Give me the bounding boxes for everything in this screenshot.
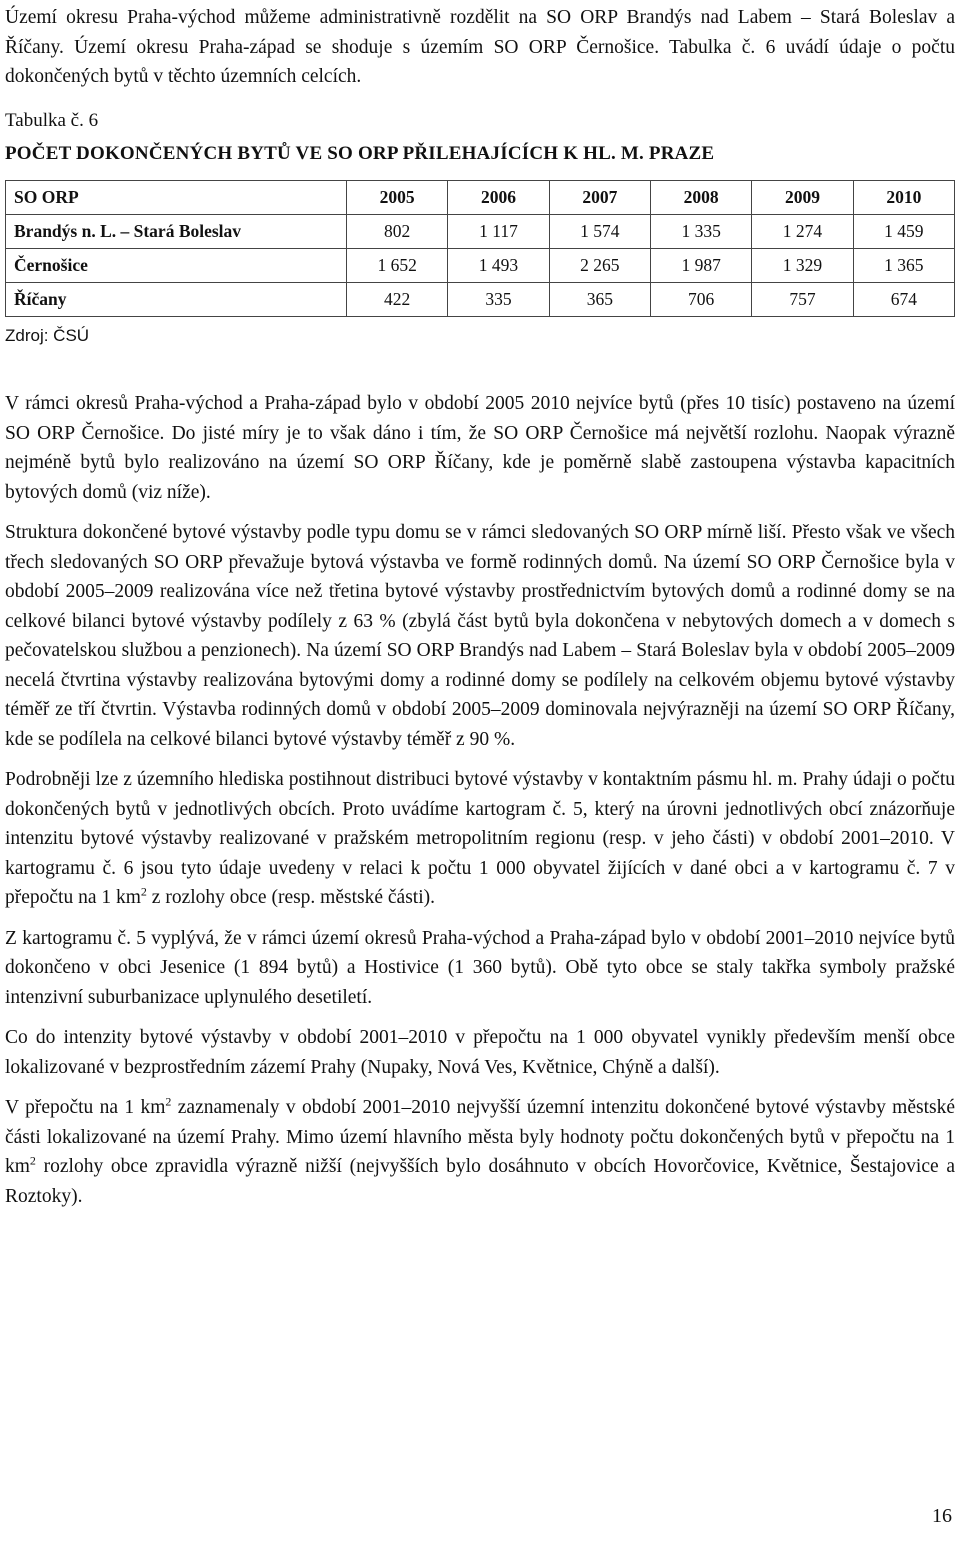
table-row (6, 249, 955, 283)
paragraph (5, 765, 955, 913)
row-label: Říčany (6, 283, 347, 317)
table-cell: 802 (347, 215, 448, 249)
paragraph: Struktura dokončené bytové výstavby podle typu domu se v rámci sledovaných SO ORP mírně liší. Přesto však ve všech třech sledovaných SO ORP převažuje bytová výstavba ve formě rodinných domů. Na území SO ORP Černošice byla v období 2005–2009 realizována více než třetina bytové výstavby prostřednictvím bytových domů a rodinné domy se na celkové bilanci bytové výstavby podílely z 63 % (zbylá část bytů byla dokončena v nebytových domech a v domech s pečovatelskou službou a penzionech). Na území SO ORP Brandýs nad Labem – Stará Boleslav byla v období 2005–2009 necelá čtvrtina výstavby realizována bytovými domy a rodinné domy se podílely na celkovém objemu bytové výstavby téměř ze tří čtvrtin. Výstavba rodinných domů v období 2005–2009 dominovala nejvýrazněji na území SO ORP Říčany, kde se podílela na celkové bilanci bytové výstavby téměř z 90 %. (5, 522, 955, 750)
header-cell: SO ORP (6, 181, 347, 215)
table-cell: 1 459 (853, 215, 954, 249)
paragraph-text: z rozlohy obce (resp. městské části). (146, 887, 435, 908)
superscript: 2 (140, 884, 147, 899)
paragraph-text: Podrobněji lze z územního hlediska postihnout distribuci bytové výstavby v kontaktním pásmu hl. m. Prahy údaji o počtu dokončených bytů v jednotlivých obcích. Proto uvádíme kartogram č. 5, který na úrovni jednotlivých obcí znázorňuje intenzitu bytové výstavby realizované v pražském metropolitním regionu (resp. v jeho části) v období 2001–2010. V kartogramu č. 6 jsou tyto údaje uvedeny v relaci k počtu 1 000 obyvatel žijících v dané obci a v kartogramu č. 7 v přepočtu na 1 km (5, 769, 955, 908)
paragraph-text: rozlohy obce zpravidla výrazně nižší (nejvyšších bylo dosáhnuto v obcích Hovorčovice, Květnice, Šestajovice a Roztoky). (5, 1156, 955, 1207)
paragraph: Z kartogramu č. 5 vyplývá, že v rámci území okresů Praha-východ a Praha-západ bylo v období 2001–2010 nejvíce bytů dokončeno v obci Jesenice (1 894 bytů) a Hostivice (1 360 bytů). Obě tyto obce se staly takřka symboly pražské intenzivní suburbanizace uplynulého desetiletí. (5, 927, 955, 1008)
table-row (6, 215, 955, 249)
dwellings-table (5, 180, 955, 317)
body-text (5, 389, 955, 1222)
table-cell: 1 365 (853, 249, 954, 283)
paragraph-text: V přepočtu na 1 km (5, 1097, 166, 1118)
intro-paragraph: Území okresu Praha-východ můžeme administrativně rozdělit na SO ORP Brandýs nad Labem – Stará Boleslav a Říčany. Území okresu Praha-západ se shoduje s územím SO ORP Černošice. Tabulka č. 6 uvádí údaje o počtu dokončených bytů v těchto územních celcích. (5, 7, 955, 87)
table-header-row (6, 181, 955, 215)
table-cell: 335 (448, 283, 549, 317)
header-cell: 2007 (549, 181, 650, 215)
table-cell: 1 329 (752, 249, 853, 283)
table-cell: 2 265 (549, 249, 650, 283)
paragraph: Co do intenzity bytové výstavby v období 2001–2010 v přepočtu na 1 000 obyvatel vynikly především menší obce lokalizované v bezprostředním zázemí Prahy (Nupaky, Nová Ves, Květnice, Chýně a další). (5, 1027, 955, 1078)
table-cell: 706 (650, 283, 751, 317)
row-label: Brandýs n. L. – Stará Boleslav (6, 215, 347, 249)
superscript: 2 (165, 1094, 172, 1109)
paragraph: V rámci okresů Praha-východ a Praha-západ bylo v období 2005 2010 nejvíce bytů (přes 10 tisíc) postaveno na území SO ORP Černošice. Do jisté míry je to však dáno i tím, že SO ORP Černošice má největší rozlohu. Naopak výrazně nejméně bytů bylo realizováno na území SO ORP Říčany, kde je poměrně slabě zastoupena výstavba kapacitních bytových domů (viz níže). (5, 393, 955, 503)
table-cell: 1 574 (549, 215, 650, 249)
superscript: 2 (29, 1153, 36, 1168)
header-cell: 2010 (853, 181, 954, 215)
table-cell: 757 (752, 283, 853, 317)
header-cell: 2005 (347, 181, 448, 215)
table-cell: 1 117 (448, 215, 549, 249)
table-cell: 1 987 (650, 249, 751, 283)
table-cell: 674 (853, 283, 954, 317)
header-cell: 2008 (650, 181, 751, 215)
paragraph (5, 1093, 955, 1211)
header-cell: 2006 (448, 181, 549, 215)
table-source: Zdroj: ČSÚ (5, 326, 90, 345)
table-cell: 1 274 (752, 215, 853, 249)
table-cell: 1 335 (650, 215, 751, 249)
table-cell: 422 (347, 283, 448, 317)
table-caption: Tabulka č. 6 (5, 110, 99, 131)
table-cell: 1 652 (347, 249, 448, 283)
page-number: 16 (932, 1505, 952, 1527)
table-title: POČET DOKONČENÝCH BYTŮ VE SO ORP PŘILEHAJÍCÍCH K HL. M. PRAZE (5, 143, 715, 164)
table-cell: 1 493 (448, 249, 549, 283)
header-cell: 2009 (752, 181, 853, 215)
paragraph-text: zaznamenaly v období 2001–2010 nejvyšší územní intenzitu dokončené bytové výstavby městské části lokalizované na území Prahy. Mimo území hlavního města byly hodnoty počtu dokončených bytů v přepočtu na 1 km (5, 1097, 955, 1177)
table-row (6, 283, 955, 317)
row-label: Černošice (6, 249, 347, 283)
table-cell: 365 (549, 283, 650, 317)
